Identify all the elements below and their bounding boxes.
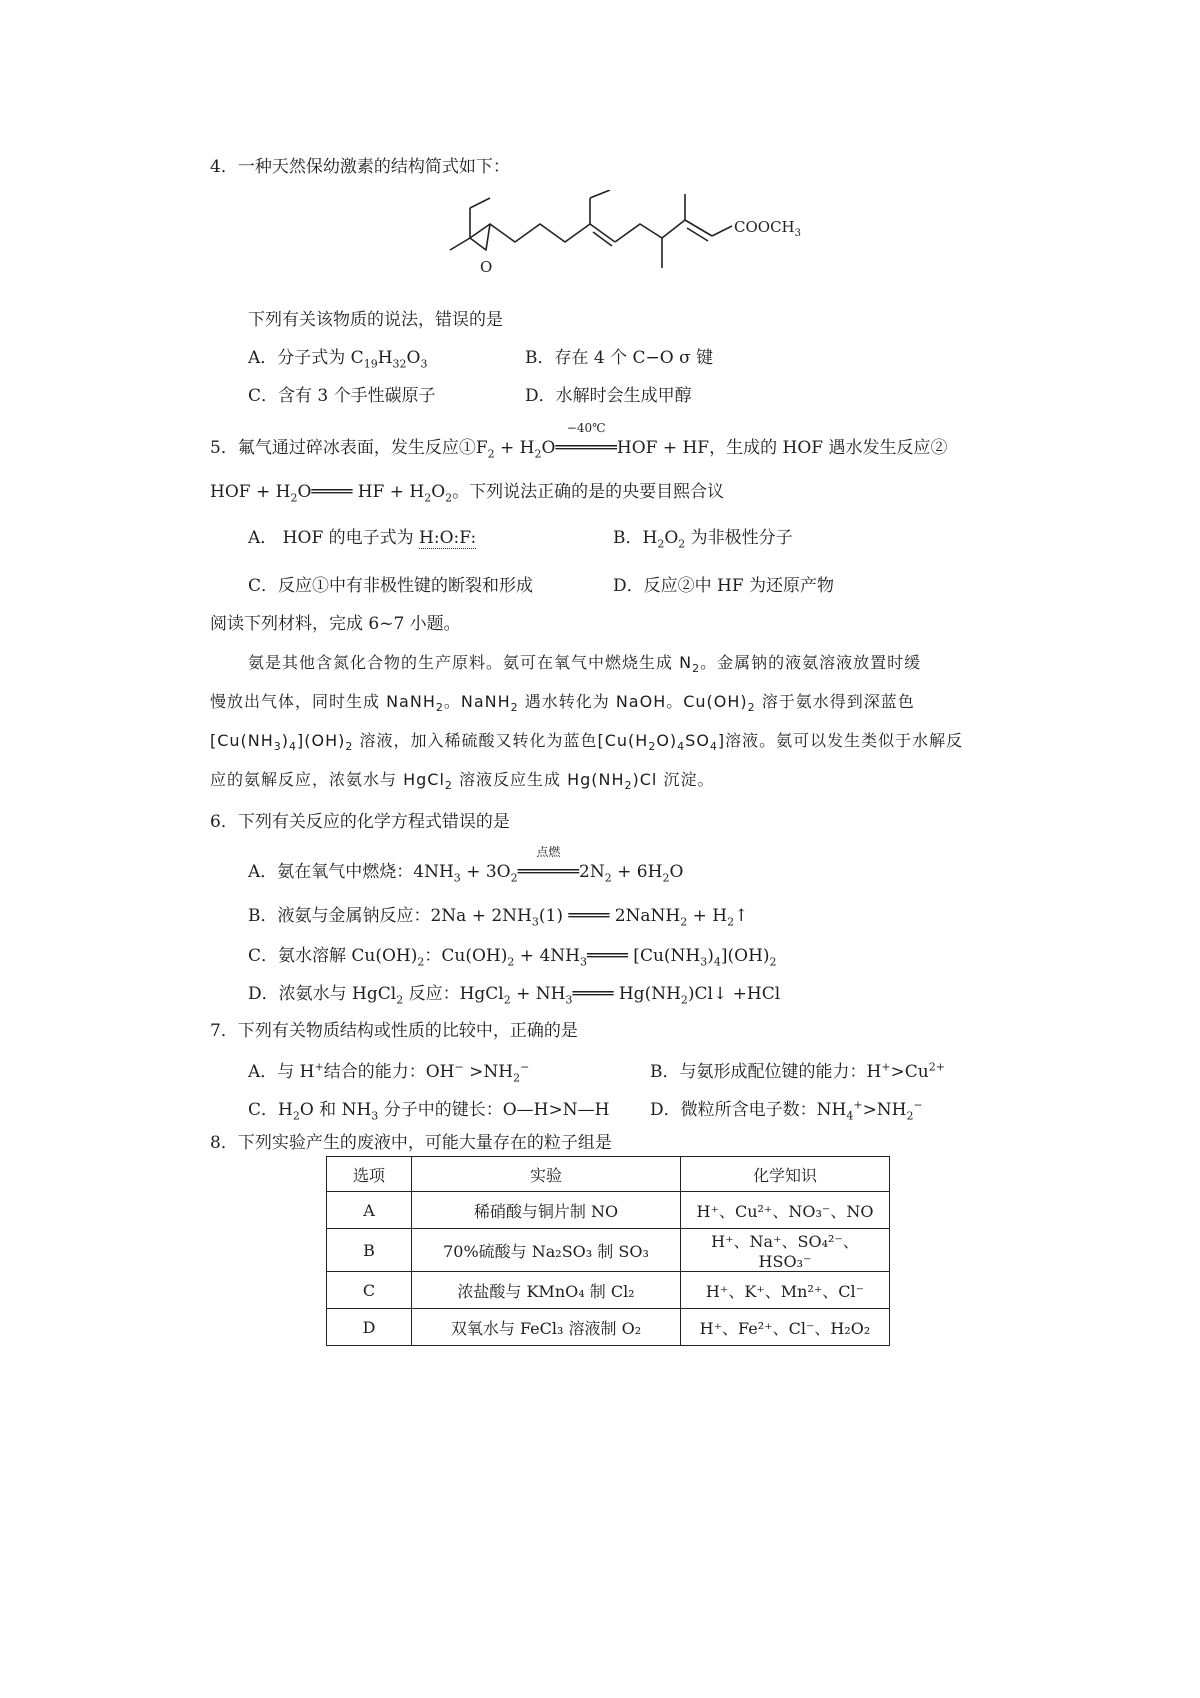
cell-option: B	[327, 1229, 412, 1272]
passage-line: 慢放出气体，同时生成 NaNH$_2$。NaNH$_2$ 遇水转化为 NaOH。$Cu(OH)_2$ 溶于氨水得到深蓝色	[210, 692, 915, 715]
q4-option-a: A．分子式为 $C_{19}H_{32}O_3$	[248, 348, 428, 371]
q5-line2: HOF + $H_2O════$ HF + $H_2O_2$。下列说法正确的是的央要目熙合议	[210, 482, 725, 505]
q6-option-b: B．液氨与金属钠反应：$2Na + 2NH_3(1)$ ════ 2NaNH$_2$ + $H_2↑$	[248, 906, 749, 929]
q7-option-c: C．$H_2O$ 和 $NH_3$ 分子中的键长：O—H>N—H	[248, 1100, 610, 1123]
svg-text:COOCH3: $COOCH_3$	[734, 218, 802, 239]
q7-option-a: A．与 H+结合的能力：$OH^- >NH_2^-$	[248, 1060, 530, 1085]
passage-line: 应的氨解反应，浓氨水与 HgCl$_2$ 溶液反应生成 $Hg(NH_2)Cl$ 沉淀。	[210, 770, 715, 793]
header-experiment: 实验	[412, 1157, 681, 1192]
cell-ions: H⁺、Cu²⁺、NO₃⁻、NO	[681, 1192, 890, 1229]
hof-electron-formula: H:O:F:	[419, 528, 477, 548]
passage-line: 氨是其他含氮化合物的生产原料。氨可在氧气中燃烧生成 $N_2$。金属钠的液氨溶液放置时缓	[248, 653, 922, 676]
table-row	[327, 1229, 890, 1272]
experiment-table	[326, 1156, 890, 1346]
q7-option-b: B．与氨形成配位键的能力：$H^+>Cu^{2+}$	[650, 1060, 945, 1082]
reading-intro: 阅读下列材料，完成 6~7 小题。	[210, 614, 461, 634]
q4-option-b: B．存在 4 个 C−O σ 键	[525, 348, 714, 368]
ester-label: COOCH	[734, 218, 795, 236]
q5-option-a: A． HOF 的电子式为 H:O:F:	[248, 528, 477, 548]
q6-stem: 6．下列有关反应的化学方程式错误的是	[210, 812, 510, 832]
header-option: 选项	[327, 1157, 412, 1192]
epoxide-o-label: O	[480, 258, 493, 276]
cell-ions: H⁺、Fe²⁺、Cl⁻、H₂O₂	[681, 1309, 890, 1346]
q4-option-d: D．水解时会生成甲醇	[525, 386, 692, 406]
q8-stem: 8．下列实验产生的废液中，可能大量存在的粒子组是	[210, 1133, 612, 1153]
cell-ions: H⁺、K⁺、Mn²⁺、Cl⁻	[681, 1272, 890, 1309]
cell-option: A	[327, 1192, 412, 1229]
q7-stem: 7．下列有关物质结构或性质的比较中，正确的是	[210, 1021, 578, 1041]
juvenile-hormone-structure	[440, 190, 820, 295]
table-header-row	[327, 1157, 890, 1192]
q5-option-b: B．$H_2O_2$ 为非极性分子	[613, 528, 793, 551]
cell-option: D	[327, 1309, 412, 1346]
cell-ions: H⁺、Na⁺、SO₄²⁻、HSO₃⁻	[681, 1229, 890, 1272]
q5-line1: 5．氟气通过碎冰表面，发生反应$①F_2 + H_2O$ −40℃ ══════HOF + HF，生成的 HOF 遇水发生反应②	[210, 421, 948, 461]
q6-option-a: A．氨在氧气中燃烧：$4NH_3 + 3O_2$ 点燃 $══════2N_2 + 6H_2O$	[248, 845, 684, 885]
q6-option-d: D．浓氨水与 HgCl$_2$ 反应：HgCl$_2$ + $NH_3════$ $Hg(NH_2)Cl↓ +HCl$	[248, 984, 781, 1007]
q4-option-c: C．含有 3 个手性碳原子	[248, 386, 436, 406]
cell-experiment: 70%硫酸与 Na₂SO₃ 制 SO₃	[412, 1229, 681, 1272]
table-row	[327, 1309, 890, 1346]
cell-option: C	[327, 1272, 412, 1309]
q7-option-d: D．微粒所含电子数：$NH_4^+>NH_2^-$	[650, 1098, 923, 1123]
reading-passage	[210, 643, 1008, 799]
q5-option-c: C．反应①中有非极性键的断裂和形成	[248, 576, 534, 596]
q4-prompt: 下列有关该物质的说法，错误的是	[248, 310, 503, 330]
cell-experiment: 浓盐酸与 KMnO₄ 制 Cl₂	[412, 1272, 681, 1309]
table-row	[327, 1192, 890, 1229]
cell-experiment: 双氧水与 FeCl₃ 溶液制 O₂	[412, 1309, 681, 1346]
cell-experiment: 稀硝酸与铜片制 NO	[412, 1192, 681, 1229]
table-row	[327, 1272, 890, 1309]
q4-stem: 4．一种天然保幼激素的结构简式如下：	[210, 157, 510, 177]
q5-option-d: D．反应②中 HF 为还原产物	[613, 576, 835, 596]
header-knowledge: 化学知识	[681, 1157, 890, 1192]
q6-option-c: C．氨水溶解 $Cu(OH)_2$：$Cu(OH)_2$ + $4NH_3════$ $[Cu(NH_3)_4](OH)_2$	[248, 946, 777, 969]
passage-line: $[Cu(NH_3)_4](OH)_2$ 溶液，加入稀硫酸又转化为蓝色$[Cu(H_2O)_4SO_4]$溶液。氨可以发生类似于水解反	[210, 731, 964, 754]
